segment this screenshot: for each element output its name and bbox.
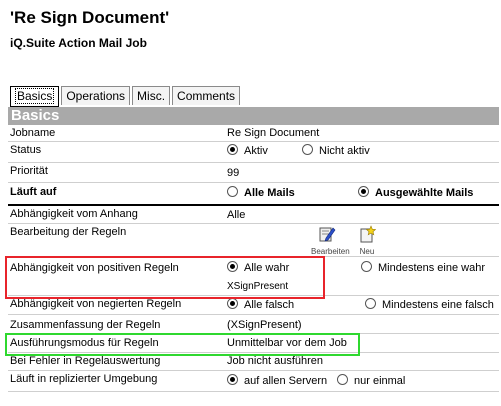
bearbeitung-label: Bearbeitung der Regeln bbox=[10, 226, 127, 238]
highlight-box-red bbox=[5, 256, 325, 299]
replik-option-alle-server[interactable]: auf allen Servern bbox=[227, 374, 327, 387]
prioritaet-label: Priorität bbox=[10, 165, 48, 177]
row-prioritaet bbox=[8, 163, 499, 183]
radio-unselected-icon bbox=[365, 298, 376, 309]
radio-unselected-icon bbox=[361, 261, 372, 272]
status-option-aktiv[interactable]: Aktiv bbox=[227, 144, 268, 157]
radio-unselected-icon bbox=[302, 144, 313, 155]
row-laeuft-auf bbox=[8, 183, 499, 206]
row-zusammenfassung bbox=[8, 315, 499, 334]
page-title: 'Re Sign Document' bbox=[10, 8, 170, 27]
radio-selected-icon bbox=[227, 298, 238, 309]
tab-basics[interactable]: Basics bbox=[10, 86, 59, 107]
zusammenfassung-value: (XSignPresent) bbox=[227, 319, 302, 331]
jobname-label: Jobname bbox=[10, 127, 56, 139]
row-jobname bbox=[8, 125, 499, 142]
tab-misc[interactable]: Misc. bbox=[132, 86, 170, 105]
new-document-icon bbox=[358, 225, 376, 243]
row-status bbox=[8, 142, 499, 163]
tab-comments[interactable]: Comments bbox=[172, 86, 240, 105]
positive-option-mindestens-eine[interactable]: Mindestens eine wahr bbox=[361, 261, 485, 274]
negierte-option-mindestens-eine[interactable]: Mindestens eine falsch bbox=[365, 298, 494, 311]
fehler-value: Job nicht ausführen bbox=[227, 355, 324, 367]
tab-bar bbox=[10, 86, 242, 106]
highlight-box-green bbox=[5, 333, 360, 356]
page-subtitle: iQ.Suite Action Mail Job bbox=[10, 36, 147, 50]
negierte-option-alle-falsch[interactable]: Alle falsch bbox=[227, 298, 294, 311]
bearbeiten-button[interactable]: Bearbeiten bbox=[311, 225, 343, 256]
section-header-basics: Basics bbox=[8, 107, 499, 125]
fehler-label: Bei Fehler in Regelauswertung bbox=[10, 355, 161, 367]
jobname-value: Re Sign Document bbox=[227, 127, 320, 139]
ausfuehrungsmodus-value: Unmittelbar vor dem Job bbox=[227, 337, 347, 349]
ausfuehrungsmodus-label: Ausführungsmodus für Regeln bbox=[10, 337, 159, 349]
positive-regeln-label: Abhängigkeit von positiven Regeln bbox=[10, 262, 179, 274]
laeuft-auf-option-alle[interactable]: Alle Mails bbox=[227, 186, 295, 199]
laeuft-auf-label: Läuft auf bbox=[10, 186, 57, 198]
prioritaet-value: 99 bbox=[227, 167, 240, 179]
radio-selected-icon bbox=[227, 144, 238, 155]
status-option-nicht-aktiv[interactable]: Nicht aktiv bbox=[302, 144, 370, 157]
radio-unselected-icon bbox=[337, 374, 348, 385]
edit-pencil-icon bbox=[318, 225, 336, 243]
neu-button[interactable]: Neu bbox=[357, 225, 377, 256]
replizierte-umgebung-label: Läuft in replizierter Umgebung bbox=[10, 373, 158, 385]
anhang-value: Alle bbox=[227, 209, 246, 221]
negierte-regeln-label: Abhängigkeit von negierten Regeln bbox=[10, 298, 182, 310]
replik-option-nur-einmal[interactable]: nur einmal bbox=[337, 374, 405, 387]
anhang-label: Abhängigkeit vom Anhang bbox=[10, 208, 138, 220]
laeuft-auf-option-ausgewaehlte[interactable]: Ausgewählte Mails bbox=[358, 186, 473, 199]
zusammenfassung-label: Zusammenfassung der Regeln bbox=[10, 319, 161, 331]
positive-regeln-rule-name: XSignPresent bbox=[227, 281, 289, 292]
row-anhang bbox=[8, 206, 499, 224]
tab-operations[interactable]: Operations bbox=[61, 86, 130, 105]
status-label: Status bbox=[10, 144, 42, 156]
row-replizierte-umgebung bbox=[8, 371, 499, 392]
row-bearbeitung bbox=[8, 224, 499, 257]
positive-option-alle-wahr[interactable]: Alle wahr bbox=[227, 261, 289, 274]
radio-selected-icon bbox=[227, 374, 238, 385]
radio-selected-icon bbox=[358, 186, 369, 197]
radio-unselected-icon bbox=[227, 186, 238, 197]
